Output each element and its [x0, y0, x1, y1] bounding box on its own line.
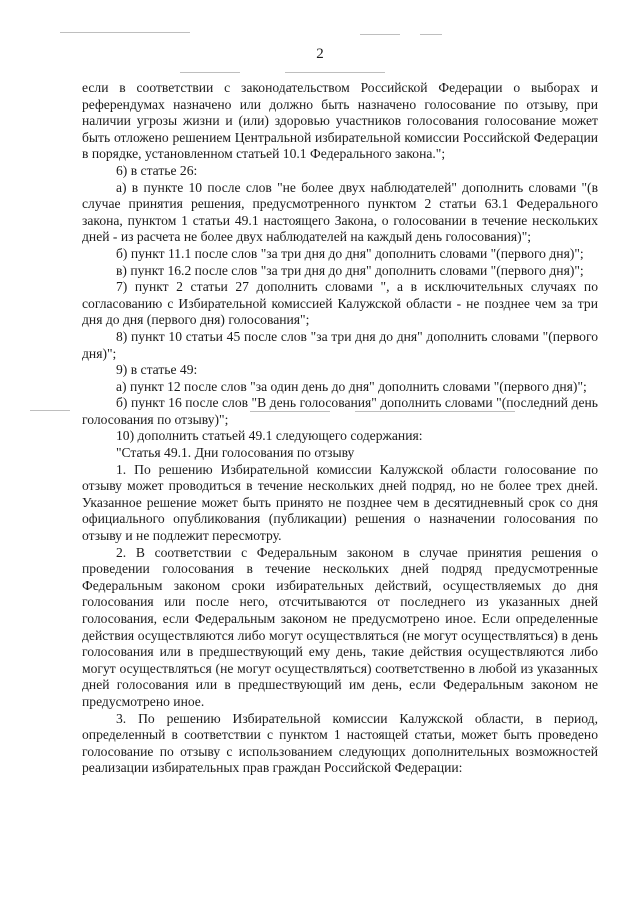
- scan-artifact-line: [180, 72, 240, 73]
- scan-artifact-line: [30, 410, 70, 411]
- paragraph: а) в пункте 10 после слов "не более двух наблюдателей" дополнить словами "(в случае принятия решения, предусмотренного пунктом 2 статьи 63.1 Федерального закона, пунктом 1 статьи 49.1 настоящего Закона, о голосовании в течение нескольких дней - из расчета не более двух наблюдателей на каждый день голосования)";: [82, 179, 598, 245]
- paragraph: если в соответствии с законодательством Российской Федерации о выборах и референдумах назначено или должно быть назначено голосование по отзыву, при наличии угрозы жизни и (или) здоровью участников голосования голосование может быть отложено решением Центральной избирательной комиссии Российской Федерации в порядке, установленном статьей 10.1 Федерального закона.";: [82, 80, 598, 162]
- paragraph: 10) дополнить статьей 49.1 следующего содержания:: [116, 428, 423, 444]
- paragraph: б) пункт 16 после слов "В день голосования" дополнить словами "(последний день голосования по отзыву)";: [82, 395, 598, 427]
- document-body: [82, 80, 598, 777]
- paragraph: 3. По решению Избирательной комиссии Калужской области, в период, определенный в соответствии с пунктом 1 настоящей статьи, может быть проведено голосование по отзыву с использованием следующих дополнительных возможностей реализации избирательных прав граждан Российской Федерации:: [82, 710, 598, 776]
- paragraph: 7) пункт 2 статьи 27 дополнить словами ", а в исключительных случаях по согласованию с Избирательной комиссией Калужской области - не позднее чем за три дня до дня (первого дня) голосования";: [82, 279, 598, 328]
- page-number: 2: [316, 46, 324, 62]
- paragraph: в) пункт 16.2 после слов "за три дня до дня" дополнить словами "(первого дня)";: [116, 262, 584, 278]
- paragraph: 1. По решению Избирательной комиссии Калужской области голосование по отзыву может проводиться в течение нескольких дней подряд, но не более трех дней. Указанное решение может быть принято не позднее чем в десятидневный срок со дня официального опубликования (публикации) решения о назначении голосования по отзыву и не подлежит пересмотру.: [82, 461, 598, 544]
- scan-artifact-line: [285, 72, 385, 73]
- paragraph: 6) в статье 26:: [116, 162, 198, 178]
- paragraph: 2. В соответствии с Федеральным законом в случае принятия решения о проведении голосования в течение нескольких дней подряд предусмотренные Федеральным законом сроки избирательных действий, осуществляемых до дня голосования или после него, отсчитываются от последнего из указанных дней голосования, если Федеральным законом не предусмотрено иное. Если определенные действия осуществляются либо могут осуществляться (не могут осуществляться) в день голосования или в предшествующий ему день, такие действия осуществляются либо могут осуществляться (не могут осуществляться) соответственно в любой из указанных дней голосования или в предшествующий им день, если Федеральным законом не предусмотрено иное.: [82, 544, 598, 709]
- scan-artifact-line: [360, 34, 400, 35]
- paragraph: а) пункт 12 после слов "за один день до дня" дополнить словами "(первого дня)";: [116, 378, 587, 394]
- paragraph: 9) в статье 49:: [116, 362, 198, 378]
- paragraph: 8) пункт 10 статьи 45 после слов "за три дня до дня" дополнить словами "(первого дня)";: [82, 328, 598, 361]
- scan-artifact-line: [60, 32, 190, 33]
- paragraph: б) пункт 11.1 после слов "за три дня до дня" дополнить словами "(первого дня)";: [116, 245, 584, 261]
- scan-artifact-line: [420, 34, 442, 35]
- article-heading: "Статья 49.1. Дни голосования по отзыву: [116, 445, 355, 461]
